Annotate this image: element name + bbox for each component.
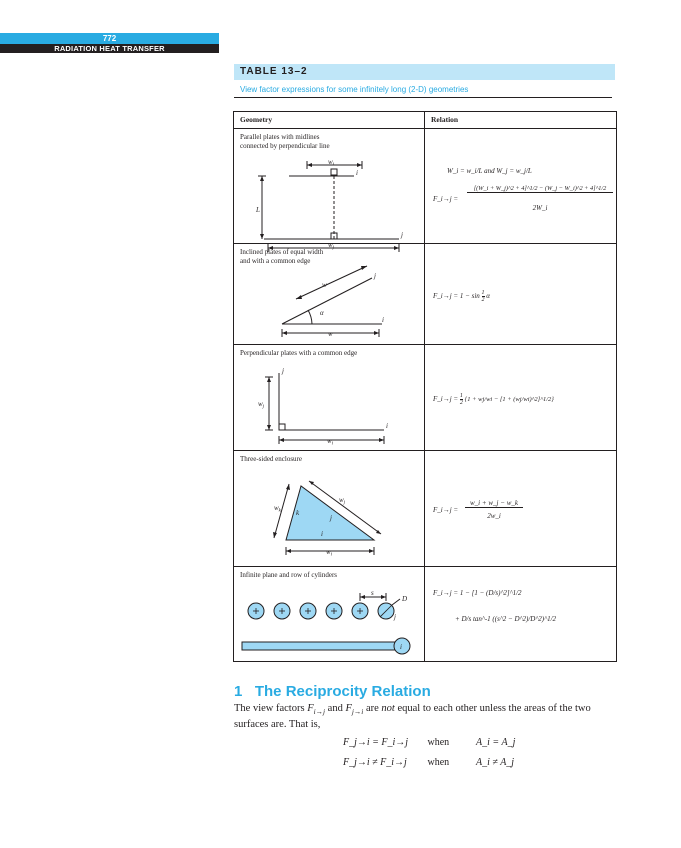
section-number: 1 [234,683,243,700]
running-title: RADIATION HEAT TRANSFER [54,44,165,53]
section-title: The Reciprocity Relation [254,683,431,700]
equation-condition: A_i = A_j [476,737,516,748]
wk-label: $w_k$ [274,504,281,514]
right-angle-marker [279,424,285,430]
geometry-title-line: Inclined plates of equal width [240,248,324,256]
table-header-row [234,112,617,129]
parallel-plates-figure [234,129,425,251]
perpendicular-plates-figure [234,345,425,451]
relation-body: {1 + wj/wi − [1 + (wj/wi)^2]^1/2} [464,396,554,404]
para-text: are [363,703,382,714]
relation-cell [425,345,617,451]
relation-definition: W_i = w_i/L and W_j = w_j/L [447,167,532,175]
geometry-title-line: Perpendicular plates with a common edge [240,349,358,357]
plate-j-label: j [401,231,403,239]
relation-line-1: F_i→j = 1 − [1 − (D/s)^2]^1/2 [433,589,522,597]
para-text: and [325,703,346,714]
w-bottom-label: w [328,330,333,338]
section-heading [234,683,431,700]
equation-equal-areas [343,737,515,748]
relation-numerator: w_i + w_j − w_k [465,499,523,508]
table-row [234,345,617,451]
table-caption: View factor expressions for some infinitely long (2-D) geometries [240,85,469,94]
half-fraction [482,290,485,303]
caption-rule [234,97,612,98]
geometry-cell [234,129,425,251]
para-text: equal to each other unless the areas of the two surfaces are. That is, [234,703,591,731]
surface-i-label: i [321,530,323,538]
wj-label: $w_j$ [328,241,335,251]
L-label: L [256,206,260,214]
right-angle-marker-top [331,169,337,175]
infinite-plane [242,642,402,650]
plate-i-label: i [386,422,388,430]
column-header-relation: Relation [425,112,617,129]
w-top-dimension [296,266,367,299]
relation-cell [425,451,617,567]
view-factor-ji: $F_{j\to i}$ [345,703,364,717]
equation-when: when [427,737,450,748]
geometry-title-line: connected by perpendicular line [240,142,330,150]
equation-unequal-areas [343,757,514,768]
equation-lhs: F_j→i ≠ F_i→j [343,757,407,768]
plate-i-label: i [382,316,384,324]
plate-j-label: j [282,367,284,375]
w-top-label: w [322,281,327,289]
wi-label: $w_i$ [326,548,333,558]
alpha-arc [308,310,312,324]
alpha-label: α [320,309,324,317]
cylinder-j-label: j [394,613,396,621]
plate-i-label: i [356,169,358,177]
wj-label: $w_j$ [339,496,346,506]
relation-lhs: F_i→j = 1 − sin [433,292,480,301]
relation-line-2: + D/s tan^-1 ((s^2 − D^2)/D^2)^1/2 [455,615,557,623]
plane-i-label: i [400,643,402,651]
relation-cell [425,244,617,345]
relation-lhs: F_i→j = [433,195,459,203]
geometry-title-line: Parallel plates with midlines [240,133,320,141]
alpha-symbol: α [486,292,490,301]
geometry-title-line: Infinite plane and row of cylinders [240,571,337,579]
emphasis-not: not [381,703,395,714]
relation-formula [433,393,554,406]
surface-j-label: j [330,514,332,522]
three-sided-enclosure-figure [234,451,425,567]
geometry-title-line: and with a common edge [240,257,311,265]
geometry-cell [234,451,425,567]
inclined-plates-figure [234,244,425,345]
surface-k-label: k [296,509,300,517]
half-fraction [460,393,463,406]
relation-cell [425,129,617,244]
wi-label: $w_i$ [328,158,335,168]
fraction-num: 1 [481,290,485,296]
D-leader [392,599,400,605]
table-row [234,129,617,244]
relation-formula [433,290,490,303]
plate-j-label: j [374,272,376,280]
geometry-cell [234,567,425,662]
relation-lhs: F_i→j = [433,506,459,514]
relation-denominator: 2W_i [532,204,548,212]
table-row [234,244,617,345]
fraction-num: 1 [459,393,463,399]
geometry-cell [234,244,425,345]
relation-numerator: [(W_i + W_j)^2 + 4]^1/2 − (W_j − W_i)^2 + 4]^1/2 [467,185,613,193]
equation-lhs: F_j→i = F_i→j [343,737,409,748]
relation-lhs: F_i→j = [433,395,459,404]
column-header-geometry: Geometry [234,112,425,129]
page-number: 772 [102,34,117,43]
plane-end-circle [394,638,410,654]
relation-cell [425,567,617,662]
cylinder-row [248,603,394,619]
table-row [234,567,617,662]
table-label: TABLE 13–2 [240,66,308,77]
equation-condition: A_i ≠ A_j [476,757,515,768]
para-text: The view factors [234,703,308,714]
enclosure-triangle [286,486,374,540]
section-paragraph [234,702,616,731]
wi-label: $w_i$ [327,437,334,447]
plane-and-cylinders-figure [234,567,425,662]
view-factor-table [233,111,617,662]
view-factor-ij: $F_{i\to j}$ [307,703,326,717]
relation-denominator: 2w_i [487,512,501,520]
geometry-cell [234,345,425,451]
fraction-den: 2 [481,297,485,303]
equation-when: when [427,757,450,768]
geometry-title-line: Three-sided enclosure [240,455,302,463]
D-label: D [402,595,408,603]
fraction-den: 2 [459,400,463,406]
wj-label: $w_j$ [258,400,265,410]
table-row [234,451,617,567]
s-label: s [371,589,374,597]
